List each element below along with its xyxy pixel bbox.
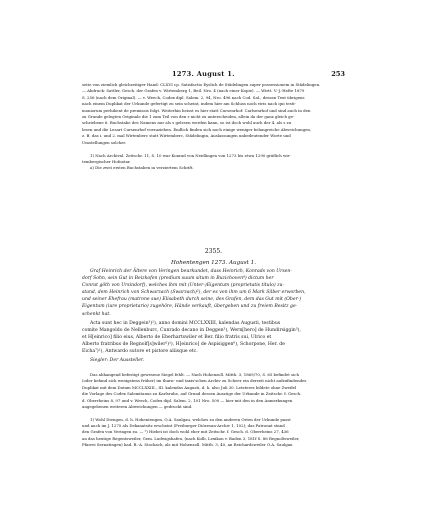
abstract-line: Conrat gôth von Ursindorf), welches ihm mit (Unter-)Eigentum (proprietatis titulo) zu- <box>82 283 285 289</box>
text-line: d. Oberrheins 8, 97 und v. Weech, Codex dipl. Salem. 2, 101 Nro. 500 — hier mit den in den Anmerkungen <box>82 397 293 403</box>
footnotes <box>82 417 345 448</box>
text-line: Umstellungen solcher. <box>82 139 127 145</box>
header-title: 1273. August 1. <box>172 70 235 78</box>
footnote-line: tembergischer Hofnotar. <box>82 159 131 165</box>
text-line: die Vorlage des Codex Salemitanus zu Karlsruhe, auf Grund dessen Auszüge der Urkunde in Zeitschr. f. Gesch. <box>82 391 302 397</box>
footnote-line: den Grafen von Veringen zu. — ²) Hiebei ist doch wohl eher mit Zeitschr. f. Gesch. d. Oberrheins 27, 436 <box>82 429 289 435</box>
text-line: angegebenen weiteren Abweichungen — gedruckt sind. <box>82 404 193 410</box>
text-line: z. B. das i. und 2. mal Wirtenberc statt Wirtemberc, Stâdelingin, Auslassungen unbedeutender Worte und <box>82 133 291 139</box>
footnote-line: 1) Wohl Diengen, d. h. Hohentengen, O.A. Saulgau, welches zu den anderen Orten der Urkunde passt <box>90 417 291 422</box>
page-number: 253 <box>331 70 345 78</box>
text-line: S. 256 (nach dem Original). — v. Weech, Codex dipl. Salem. 2, 94, Nro. 496 nach Cod. Sal., dessen Text übrigens <box>82 94 305 100</box>
text-line: lesen und die Lesart Cursenrhof vorzuziehen. Endlich finden sich noch einige weniger belangreiche Abweichungen, <box>82 126 312 132</box>
description-text <box>82 372 345 410</box>
siegler-line: Siegler: Der Aussteller. <box>90 358 145 363</box>
text-line: schriebene 6. Buchstabe des Namens nur als s gelesen werden kann, so ist doch wohl auch der 4. als s zu <box>82 120 292 126</box>
footnote-line: 1) Nach Archival. Zeitschr. 11, S. 10 war Konrad von Neidlingen von 1273 bis etwa 1290 gräflich wir- <box>90 153 291 158</box>
text-line: zu Grunde gelegten Originale die 1 zum Teil von den r nicht zu unterscheiden, allein da der ganz gleich ge- <box>82 114 295 120</box>
footnote-line: und auch im J. 1275 als Dekanatsitz erscheint (Freiburger Diözesan-Archiv 1, 102); das Patronat stand <box>82 423 285 429</box>
acta-line: Acta sunt hec in Deggein³)¹), anno domini MCCLXXIII, kalendas Augusti, testibus <box>90 321 281 326</box>
text-line: Das abhangend befestigt gewesene Siegel fehlt. — Nach Hohenzoll. Mitth. 3, 1869/70, S. 65 befindet sich <box>90 372 299 377</box>
acta-line: Eicha⁷)¹), Antwardo sutore et pistore aliisque etc. <box>82 349 198 355</box>
text-line: — Abdruck: Sattler, Gesch. der Grafen v. Wirtemberg 1, Beil. Nro. 4 (nach einer Kopie). — Wirtt. V.-J.-Hefte 1879 <box>82 88 305 94</box>
continuation-text <box>82 82 345 146</box>
footnote-line: a) Die zwei ersten Buchstaben in verziertem Schrift. <box>90 165 194 171</box>
abstract-line: schenkt hat. <box>82 311 111 317</box>
top-footnotes <box>82 153 345 172</box>
running-header <box>82 70 345 80</box>
text-line: seite von ziemlich gleichzeitiger Hand: CLXVI cp. Satisfactio Eyslich de Stâdelingen super possessionem in Stâdelingen. <box>82 82 321 87</box>
acta-text <box>82 320 345 355</box>
document-number: 2355. <box>204 248 223 255</box>
acta-line: et H[einrico] filio eius, Alberto de Eberhartswiler et Ber. filio fratris sui, Ulrico et <box>82 335 272 341</box>
abstract-line: und seiner Ehefrau (matrone sue) Elisabeth durch seine, des Grafen, dem das Gut mit (Ober-) <box>82 297 302 303</box>
footnote-line: an das heutige Regentsweiler, Gem. Ludwigshafen, (nach Kolb, Lexikon v. Baden 3, 181f S. 86 Regnoltsweiler, <box>82 435 300 441</box>
text-line: moniorum perhibent de premissis folgt. Weiterhin heisst es hier statt Cursenrhof: Carlsenrhof und sind auch in den <box>82 107 311 113</box>
abstract-line: stand, dem Heinrich von Schwarzach (Swarzach)²), der es von ihm um 6 Mark Silber erworben, <box>82 290 306 296</box>
abstract-line: Eigentum (iure proprietario) zugehöre, Hände verkauft, übergeben und zu freiem Besitz ge- <box>82 304 298 310</box>
acta-line: Alberto fratribus de Regnolf[s]wiler⁵)¹), H[einrico] de Aspisiggen⁶), Schorpone, Her. de <box>82 342 285 348</box>
abstract-line: dorf Sohn, sein Gut in Beizkofen (predium suum situm in Buzichoven⁴) dictum her <box>82 276 274 282</box>
place-date: Hohentengen 1273. August 1. <box>170 260 257 266</box>
abstract-line: Graf Heinrich der Ältere von Veringen beurkundet, dass Heinrich, Konrads von Ursen- <box>90 269 292 274</box>
text-line: Duplikat mit dem Datum MCCLXXIII., III. kalendas Augusti, d. h. also Juli 30. Letzteres bildete ohne Zweifel <box>82 384 297 390</box>
text-line: (oder befand sich wenigstens früher) im thurn- und taxis'schen Archiv zu Scheer ein derzeit nicht aufzufindendes <box>82 378 307 384</box>
text-line: nach einem Duplikat der Urkunde gefertigt zu sein scheint, indem hier am Schluss noch viris nach qui testi- <box>82 101 296 107</box>
document-abstract <box>82 268 345 318</box>
footnote-line: Pfarrei Sernatingen) bad. B.-A. Stockach, als mit Hohenzoll. Mitth. 3, 40, an Reichardsweiler O.A. Saulgau <box>82 441 293 447</box>
acta-line: comite Mangoldo de Nellenburc, Cunrado decano in Deggen³), Wern[hero] de Hundirsiggin³), <box>82 328 301 334</box>
